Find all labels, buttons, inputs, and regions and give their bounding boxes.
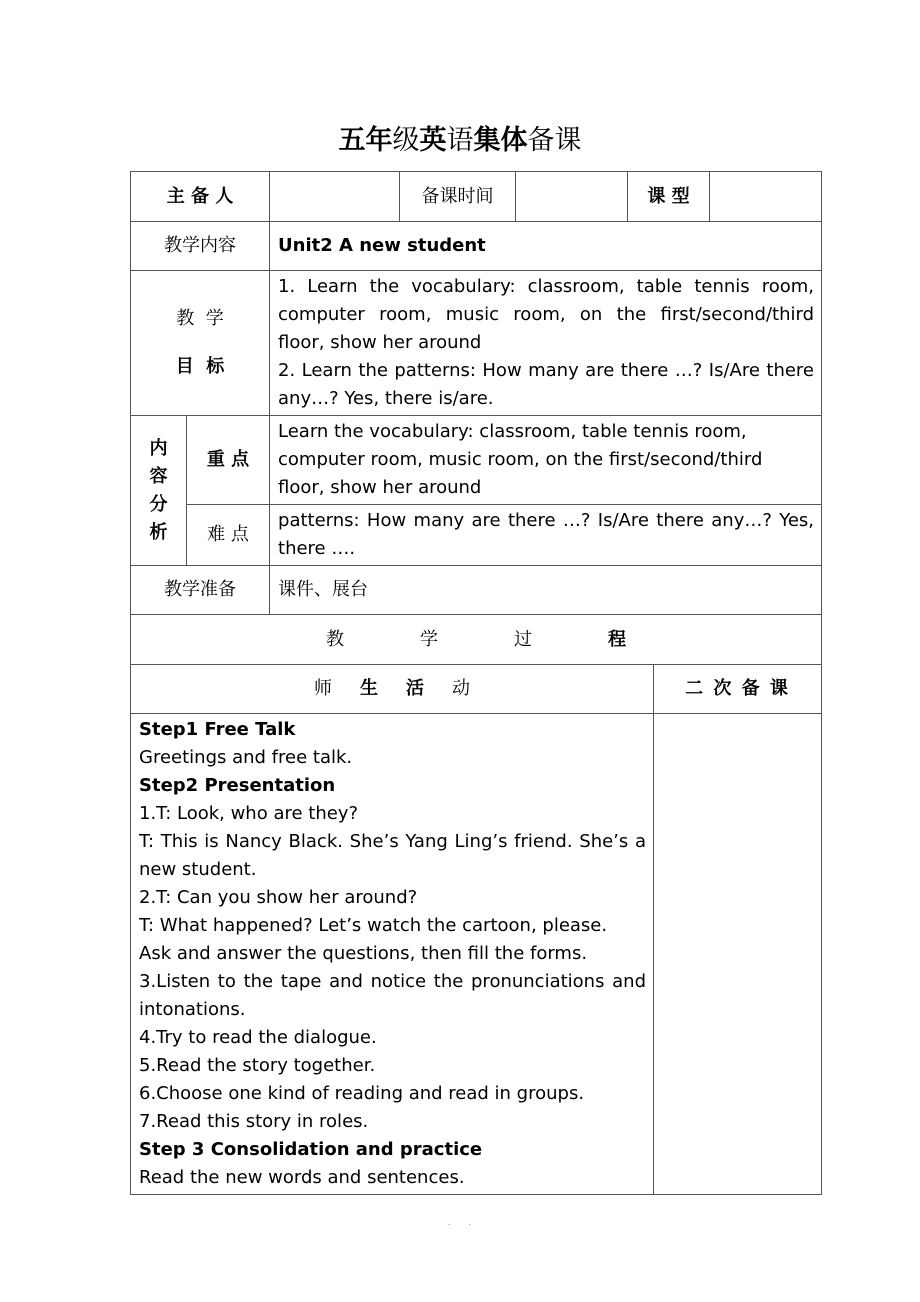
process-line: Ask and answer the questions, then fill the forms. <box>139 943 588 964</box>
preparation-row <box>131 566 822 615</box>
header-row <box>131 172 822 222</box>
objective-item: 1. Learn the vocabulary: classroom, table tennis room, computer room, music room, on the first/second/third floor, show her around <box>278 276 815 353</box>
teaching-content-label: 教学内容 <box>131 222 270 271</box>
title-part: 五年 <box>338 125 393 156</box>
process-title-char: 程 <box>608 628 626 650</box>
key-points-content: Learn the vocabulary: classroom, table tennis room, computer room, music room, on the first/second/third floor, show her around <box>270 416 822 505</box>
process-header-row <box>131 665 822 714</box>
objectives-label <box>131 271 270 416</box>
title-part: 备课 <box>527 125 582 156</box>
activities-header-char: 生 <box>360 678 378 699</box>
activities-header-char: 动 <box>452 678 470 699</box>
process-line: 1.T: Look, who are they? <box>139 803 359 824</box>
difficulties-content: patterns: How many are there …? Is/Are there any…? Yes, there …. <box>270 505 822 566</box>
process-line: Step2 Presentation <box>139 775 336 796</box>
process-title-char: 学 <box>420 628 438 650</box>
lesson-type-value-cell[interactable] <box>710 172 822 222</box>
process-line: 6.Choose one kind of reading and read in groups. <box>139 1083 585 1104</box>
activities-header-char: 师 <box>314 678 332 699</box>
objective-item: 2. Learn the patterns: How many are there …? Is/Are there any…? Yes, there is/are. <box>278 360 815 409</box>
activities-content <box>131 714 654 1195</box>
footer-mark: . <box>468 1218 472 1227</box>
process-title-char: 教 <box>326 628 344 650</box>
process-title <box>131 615 822 665</box>
process-line: 7.Read this story in roles. <box>139 1111 369 1132</box>
teaching-content-value: Unit2 A new student <box>270 222 822 271</box>
page-title <box>0 118 920 157</box>
page-footer <box>448 1218 489 1227</box>
activities-header <box>131 665 654 714</box>
preparation-label: 教学准备 <box>131 566 270 615</box>
process-line: 2.T: Can you show her around? <box>139 887 418 908</box>
second-prep-header: 二 次 备 课 <box>654 665 822 714</box>
preparation-value: 课件、展台 <box>270 566 822 615</box>
process-line: T: What happened? Let’s watch the cartoon, please. <box>139 915 608 936</box>
title-part: 级 <box>392 125 420 156</box>
title-part: 集体 <box>473 125 528 156</box>
content-analysis-label-text: 内容分析 <box>149 437 168 543</box>
process-line: Step 3 Consolidation and practice <box>139 1139 483 1160</box>
process-title-char: 过 <box>514 628 532 650</box>
objectives-row <box>131 271 822 416</box>
lesson-plan-table <box>130 171 822 1195</box>
process-line: Step1 Free Talk <box>139 719 296 740</box>
difficulties-row <box>131 505 822 566</box>
activities-header-char: 活 <box>406 678 424 699</box>
objectives-content <box>270 271 822 416</box>
process-title-row <box>131 615 822 665</box>
key-points-label: 重 点 <box>187 416 270 505</box>
prep-time-value-cell[interactable] <box>516 172 628 222</box>
title-part: 语 <box>446 125 474 156</box>
footer-mark: . <box>448 1218 451 1227</box>
process-content-row <box>131 714 822 1195</box>
objectives-label-line1: 教 学 <box>176 308 224 329</box>
difficulties-label: 难 点 <box>187 505 270 566</box>
second-prep-content[interactable] <box>654 714 822 1195</box>
process-line: Read the new words and sentences. <box>139 1167 465 1188</box>
title-part: 英 <box>419 125 447 156</box>
content-row <box>131 222 822 271</box>
key-points-row <box>131 416 822 505</box>
lesson-type-label: 课 型 <box>628 172 710 222</box>
process-line: 3.Listen to the tape and notice the pronunciations and intonations. <box>139 971 647 1020</box>
process-line: Greetings and free talk. <box>139 747 353 768</box>
preparer-value-cell[interactable] <box>270 172 400 222</box>
process-line: 4.Try to read the dialogue. <box>139 1027 377 1048</box>
process-line: T: This is Nancy Black. She’s Yang Ling’s friend. She’s a new student. <box>139 831 647 880</box>
prep-time-label: 备课时间 <box>400 172 516 222</box>
content-analysis-label <box>131 416 187 566</box>
preparer-label: 主 备 人 <box>131 172 270 222</box>
process-line: 5.Read the story together. <box>139 1055 376 1076</box>
objectives-label-line2: 目 标 <box>175 356 225 377</box>
